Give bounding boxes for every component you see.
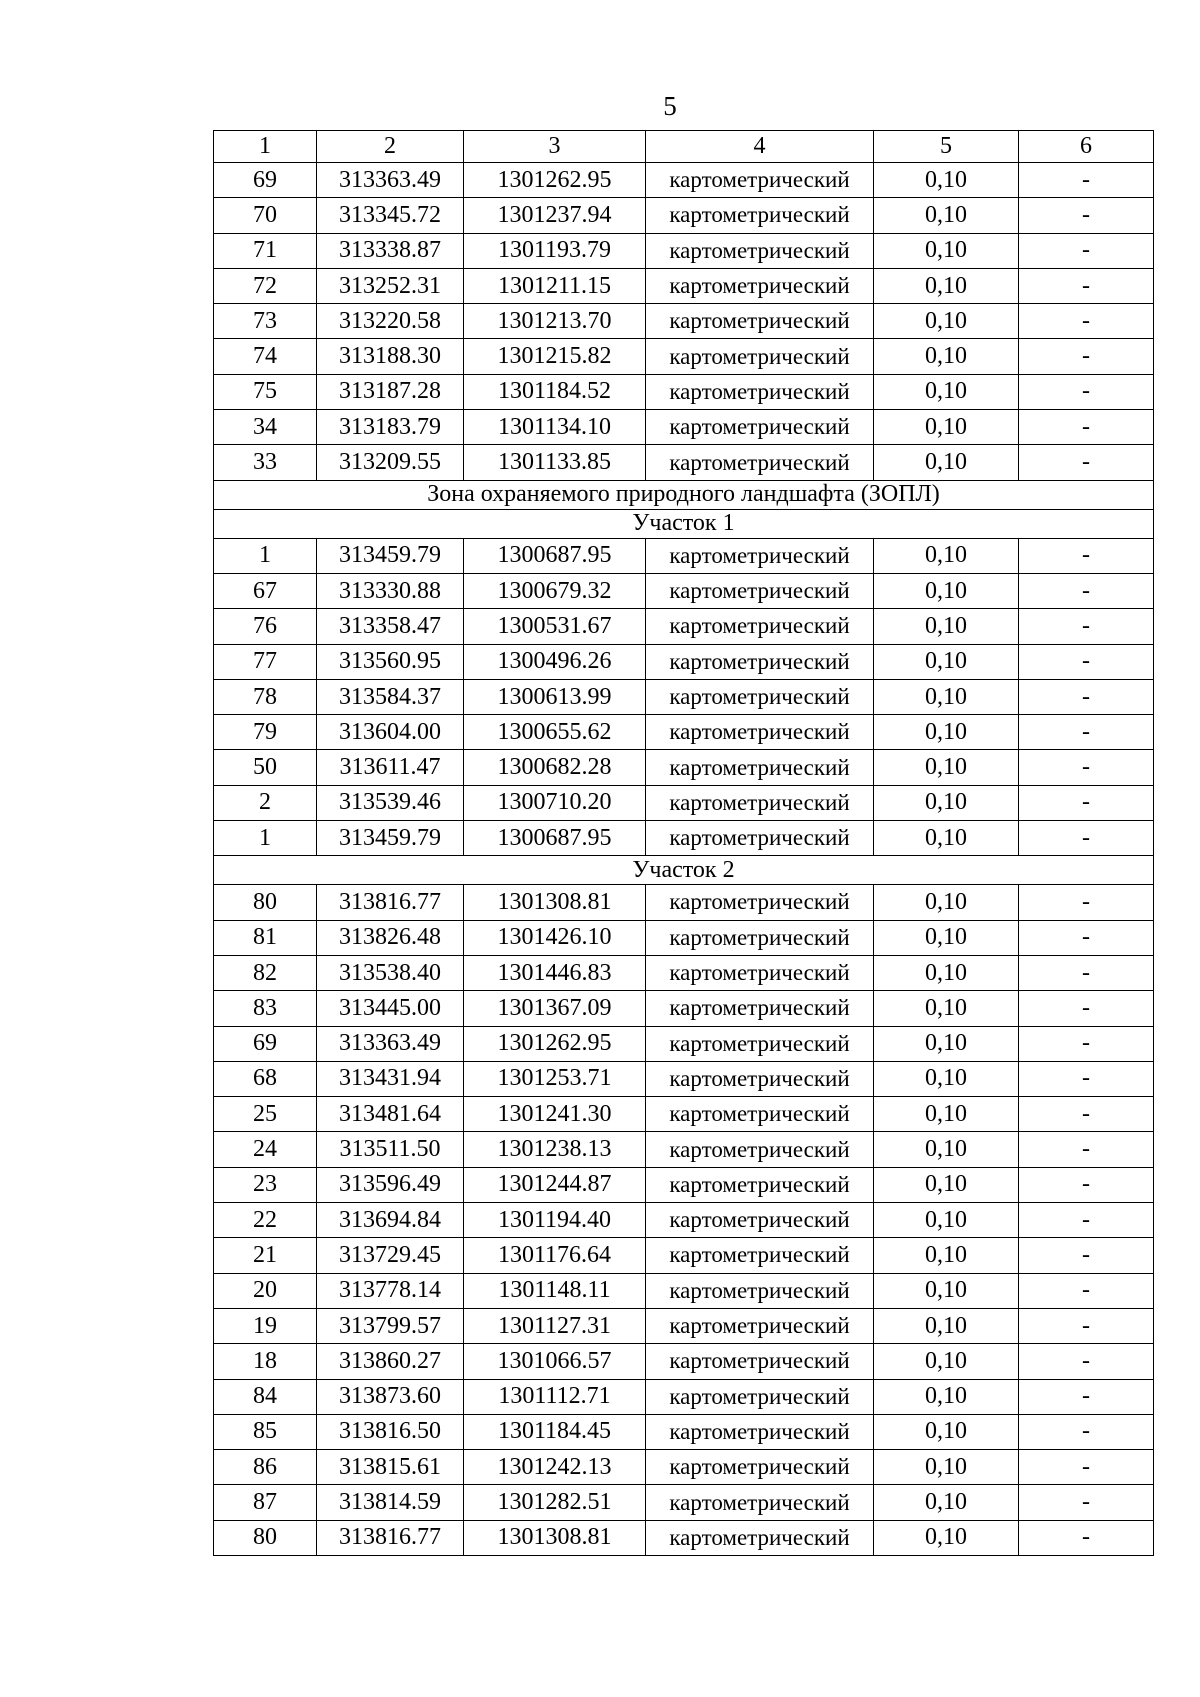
column-header-accuracy: 5: [874, 131, 1019, 163]
x-coordinate-cell: 313330.88: [317, 573, 464, 608]
table-row: [214, 1097, 1154, 1132]
point-number-cell: 18: [214, 1344, 317, 1379]
x-coordinate-cell: 313729.45: [317, 1238, 464, 1273]
method-cell: картометрический: [646, 163, 874, 198]
x-coordinate-cell: 313584.37: [317, 679, 464, 714]
accuracy-cell: 0,10: [874, 573, 1019, 608]
method-cell: картометрический: [646, 1167, 874, 1202]
x-coordinate-cell: 313560.95: [317, 644, 464, 679]
x-coordinate-cell: 313363.49: [317, 1026, 464, 1061]
y-coordinate-cell: 1300531.67: [464, 609, 646, 644]
description-cell: -: [1019, 679, 1154, 714]
table-row: [214, 1414, 1154, 1449]
method-cell: картометрический: [646, 920, 874, 955]
table-row: [214, 163, 1154, 198]
method-cell: картометрический: [646, 410, 874, 445]
description-cell: -: [1019, 304, 1154, 339]
y-coordinate-cell: 1301242.13: [464, 1450, 646, 1485]
description-cell: -: [1019, 715, 1154, 750]
description-cell: -: [1019, 1061, 1154, 1096]
description-cell: -: [1019, 445, 1154, 480]
accuracy-cell: 0,10: [874, 268, 1019, 303]
point-number-cell: 33: [214, 445, 317, 480]
accuracy-cell: 0,10: [874, 644, 1019, 679]
accuracy-cell: 0,10: [874, 538, 1019, 573]
point-number-cell: 81: [214, 920, 317, 955]
column-header-description: 6: [1019, 131, 1154, 163]
table-row: [214, 885, 1154, 920]
point-number-cell: 69: [214, 1026, 317, 1061]
table-row: [214, 1450, 1154, 1485]
accuracy-cell: 0,10: [874, 233, 1019, 268]
point-number-cell: 21: [214, 1238, 317, 1273]
description-cell: -: [1019, 1520, 1154, 1555]
y-coordinate-cell: 1301066.57: [464, 1344, 646, 1379]
accuracy-cell: 0,10: [874, 715, 1019, 750]
description-cell: -: [1019, 538, 1154, 573]
method-cell: картометрический: [646, 1026, 874, 1061]
point-number-cell: 80: [214, 1520, 317, 1555]
point-number-cell: 82: [214, 955, 317, 990]
accuracy-cell: 0,10: [874, 198, 1019, 233]
x-coordinate-cell: 313338.87: [317, 233, 464, 268]
description-cell: -: [1019, 374, 1154, 409]
section-title: Зона охраняемого природного ландшафта (ЗОПЛ): [214, 480, 1154, 509]
method-cell: картометрический: [646, 1379, 874, 1414]
x-coordinate-cell: 313860.27: [317, 1344, 464, 1379]
method-cell: картометрический: [646, 1203, 874, 1238]
method-cell: картометрический: [646, 233, 874, 268]
method-cell: картометрический: [646, 991, 874, 1026]
description-cell: -: [1019, 1450, 1154, 1485]
x-coordinate-cell: 313459.79: [317, 538, 464, 573]
section-header-row: [214, 509, 1154, 538]
accuracy-cell: 0,10: [874, 1238, 1019, 1273]
y-coordinate-cell: 1301193.79: [464, 233, 646, 268]
table-row: [214, 920, 1154, 955]
method-cell: картометрический: [646, 1520, 874, 1555]
description-cell: -: [1019, 1485, 1154, 1520]
table-row: [214, 445, 1154, 480]
point-number-cell: 77: [214, 644, 317, 679]
point-number-cell: 1: [214, 821, 317, 856]
y-coordinate-cell: 1300682.28: [464, 750, 646, 785]
y-coordinate-cell: 1301211.15: [464, 268, 646, 303]
y-coordinate-cell: 1301134.10: [464, 410, 646, 445]
y-coordinate-cell: 1301237.94: [464, 198, 646, 233]
x-coordinate-cell: 313873.60: [317, 1379, 464, 1414]
y-coordinate-cell: 1301253.71: [464, 1061, 646, 1096]
x-coordinate-cell: 313209.55: [317, 445, 464, 480]
description-cell: -: [1019, 1132, 1154, 1167]
point-number-cell: 70: [214, 198, 317, 233]
method-cell: картометрический: [646, 1238, 874, 1273]
x-coordinate-cell: 313220.58: [317, 304, 464, 339]
accuracy-cell: 0,10: [874, 1520, 1019, 1555]
point-number-cell: 76: [214, 609, 317, 644]
y-coordinate-cell: 1301133.85: [464, 445, 646, 480]
y-coordinate-cell: 1300710.20: [464, 785, 646, 820]
description-cell: -: [1019, 1414, 1154, 1449]
x-coordinate-cell: 313538.40: [317, 955, 464, 990]
accuracy-cell: 0,10: [874, 991, 1019, 1026]
accuracy-cell: 0,10: [874, 1485, 1019, 1520]
method-cell: картометрический: [646, 1273, 874, 1308]
accuracy-cell: 0,10: [874, 1344, 1019, 1379]
accuracy-cell: 0,10: [874, 410, 1019, 445]
table-row: [214, 1132, 1154, 1167]
y-coordinate-cell: 1301194.40: [464, 1203, 646, 1238]
point-number-cell: 34: [214, 410, 317, 445]
method-cell: картометрический: [646, 1485, 874, 1520]
x-coordinate-cell: 313611.47: [317, 750, 464, 785]
accuracy-cell: 0,10: [874, 1379, 1019, 1414]
method-cell: картометрический: [646, 1344, 874, 1379]
point-number-cell: 25: [214, 1097, 317, 1132]
y-coordinate-cell: 1301244.87: [464, 1167, 646, 1202]
page-number: 5: [663, 91, 677, 121]
point-number-cell: 71: [214, 233, 317, 268]
table-row: [214, 609, 1154, 644]
method-cell: картометрический: [646, 955, 874, 990]
method-cell: картометрический: [646, 445, 874, 480]
method-cell: картометрический: [646, 821, 874, 856]
x-coordinate-cell: 313445.00: [317, 991, 464, 1026]
method-cell: картометрический: [646, 374, 874, 409]
y-coordinate-cell: 1301176.64: [464, 1238, 646, 1273]
method-cell: картометрический: [646, 750, 874, 785]
accuracy-cell: 0,10: [874, 750, 1019, 785]
x-coordinate-cell: 313816.50: [317, 1414, 464, 1449]
section-header-row: [214, 480, 1154, 509]
description-cell: -: [1019, 1273, 1154, 1308]
accuracy-cell: 0,10: [874, 1308, 1019, 1343]
y-coordinate-cell: 1300687.95: [464, 538, 646, 573]
point-number-cell: 23: [214, 1167, 317, 1202]
description-cell: -: [1019, 1344, 1154, 1379]
column-header-x: 2: [317, 131, 464, 163]
table-row: [214, 374, 1154, 409]
point-number-cell: 1: [214, 538, 317, 573]
y-coordinate-cell: 1301184.52: [464, 374, 646, 409]
description-cell: -: [1019, 885, 1154, 920]
method-cell: картометрический: [646, 538, 874, 573]
y-coordinate-cell: 1301184.45: [464, 1414, 646, 1449]
column-header-y: 3: [464, 131, 646, 163]
table-row: [214, 1238, 1154, 1273]
x-coordinate-cell: 313604.00: [317, 715, 464, 750]
method-cell: картометрический: [646, 1132, 874, 1167]
point-number-cell: 85: [214, 1414, 317, 1449]
x-coordinate-cell: 313358.47: [317, 609, 464, 644]
y-coordinate-cell: 1301262.95: [464, 1026, 646, 1061]
description-cell: -: [1019, 1026, 1154, 1061]
table-row: [214, 304, 1154, 339]
accuracy-cell: 0,10: [874, 785, 1019, 820]
table-row: [214, 750, 1154, 785]
table-row: [214, 268, 1154, 303]
table-row: [214, 1203, 1154, 1238]
table-row: [214, 715, 1154, 750]
y-coordinate-cell: 1300679.32: [464, 573, 646, 608]
point-number-cell: 74: [214, 339, 317, 374]
x-coordinate-cell: 313511.50: [317, 1132, 464, 1167]
method-cell: картометрический: [646, 268, 874, 303]
description-cell: -: [1019, 233, 1154, 268]
accuracy-cell: 0,10: [874, 1414, 1019, 1449]
y-coordinate-cell: 1301148.11: [464, 1273, 646, 1308]
point-number-cell: 72: [214, 268, 317, 303]
point-number-cell: 75: [214, 374, 317, 409]
y-coordinate-cell: 1301127.31: [464, 1308, 646, 1343]
table-row: [214, 1520, 1154, 1555]
description-cell: -: [1019, 573, 1154, 608]
x-coordinate-cell: 313188.30: [317, 339, 464, 374]
point-number-cell: 86: [214, 1450, 317, 1485]
section-header-row: [214, 856, 1154, 885]
point-number-cell: 2: [214, 785, 317, 820]
description-cell: -: [1019, 410, 1154, 445]
description-cell: -: [1019, 1167, 1154, 1202]
method-cell: картометрический: [646, 1414, 874, 1449]
y-coordinate-cell: 1301282.51: [464, 1485, 646, 1520]
y-coordinate-cell: 1301308.81: [464, 1520, 646, 1555]
accuracy-cell: 0,10: [874, 1026, 1019, 1061]
y-coordinate-cell: 1301262.95: [464, 163, 646, 198]
x-coordinate-cell: 313596.49: [317, 1167, 464, 1202]
point-number-cell: 19: [214, 1308, 317, 1343]
point-number-cell: 67: [214, 573, 317, 608]
accuracy-cell: 0,10: [874, 1097, 1019, 1132]
description-cell: -: [1019, 1203, 1154, 1238]
point-number-cell: 68: [214, 1061, 317, 1096]
y-coordinate-cell: 1301446.83: [464, 955, 646, 990]
point-number-cell: 83: [214, 991, 317, 1026]
description-cell: -: [1019, 1097, 1154, 1132]
description-cell: -: [1019, 198, 1154, 233]
accuracy-cell: 0,10: [874, 1061, 1019, 1096]
accuracy-cell: 0,10: [874, 374, 1019, 409]
description-cell: -: [1019, 785, 1154, 820]
description-cell: -: [1019, 609, 1154, 644]
y-coordinate-cell: 1301308.81: [464, 885, 646, 920]
x-coordinate-cell: 313694.84: [317, 1203, 464, 1238]
method-cell: картометрический: [646, 885, 874, 920]
description-cell: -: [1019, 1379, 1154, 1414]
accuracy-cell: 0,10: [874, 1203, 1019, 1238]
y-coordinate-cell: 1300687.95: [464, 821, 646, 856]
accuracy-cell: 0,10: [874, 955, 1019, 990]
table-header-row: [214, 131, 1154, 163]
table-row: [214, 955, 1154, 990]
point-number-cell: 73: [214, 304, 317, 339]
x-coordinate-cell: 313187.28: [317, 374, 464, 409]
table-row: [214, 821, 1154, 856]
description-cell: -: [1019, 268, 1154, 303]
description-cell: -: [1019, 644, 1154, 679]
coordinates-table: [213, 130, 1154, 1556]
point-number-cell: 84: [214, 1379, 317, 1414]
y-coordinate-cell: 1301367.09: [464, 991, 646, 1026]
y-coordinate-cell: 1301215.82: [464, 339, 646, 374]
table-row: [214, 1273, 1154, 1308]
accuracy-cell: 0,10: [874, 679, 1019, 714]
point-number-cell: 78: [214, 679, 317, 714]
y-coordinate-cell: 1300496.26: [464, 644, 646, 679]
table-row: [214, 573, 1154, 608]
description-cell: -: [1019, 1238, 1154, 1273]
description-cell: -: [1019, 339, 1154, 374]
table-body: [214, 163, 1154, 1556]
x-coordinate-cell: 313816.77: [317, 1520, 464, 1555]
description-cell: -: [1019, 163, 1154, 198]
table-row: [214, 991, 1154, 1026]
table-row: [214, 410, 1154, 445]
table-row: [214, 1308, 1154, 1343]
method-cell: картометрический: [646, 1061, 874, 1096]
table-row: [214, 1379, 1154, 1414]
y-coordinate-cell: 1301238.13: [464, 1132, 646, 1167]
description-cell: -: [1019, 1308, 1154, 1343]
table-row: [214, 233, 1154, 268]
accuracy-cell: 0,10: [874, 1273, 1019, 1308]
y-coordinate-cell: 1301426.10: [464, 920, 646, 955]
method-cell: картометрический: [646, 198, 874, 233]
method-cell: картометрический: [646, 609, 874, 644]
description-cell: -: [1019, 991, 1154, 1026]
table-row: [214, 1167, 1154, 1202]
accuracy-cell: 0,10: [874, 445, 1019, 480]
point-number-cell: 20: [214, 1273, 317, 1308]
method-cell: картометрический: [646, 1450, 874, 1485]
accuracy-cell: 0,10: [874, 1450, 1019, 1485]
x-coordinate-cell: 313481.64: [317, 1097, 464, 1132]
accuracy-cell: 0,10: [874, 339, 1019, 374]
x-coordinate-cell: 313252.31: [317, 268, 464, 303]
method-cell: картометрический: [646, 1308, 874, 1343]
point-number-cell: 80: [214, 885, 317, 920]
table-row: [214, 1485, 1154, 1520]
accuracy-cell: 0,10: [874, 304, 1019, 339]
y-coordinate-cell: 1300613.99: [464, 679, 646, 714]
section-title: Участок 2: [214, 856, 1154, 885]
x-coordinate-cell: 313345.72: [317, 198, 464, 233]
table-row: [214, 1344, 1154, 1379]
x-coordinate-cell: 313816.77: [317, 885, 464, 920]
x-coordinate-cell: 313778.14: [317, 1273, 464, 1308]
point-number-cell: 22: [214, 1203, 317, 1238]
accuracy-cell: 0,10: [874, 821, 1019, 856]
point-number-cell: 69: [214, 163, 317, 198]
table-row: [214, 198, 1154, 233]
method-cell: картометрический: [646, 715, 874, 750]
column-header-method: 4: [646, 131, 874, 163]
table-row: [214, 1026, 1154, 1061]
method-cell: картометрический: [646, 573, 874, 608]
y-coordinate-cell: 1301213.70: [464, 304, 646, 339]
x-coordinate-cell: 313431.94: [317, 1061, 464, 1096]
y-coordinate-cell: 1301241.30: [464, 1097, 646, 1132]
accuracy-cell: 0,10: [874, 885, 1019, 920]
method-cell: картометрический: [646, 339, 874, 374]
method-cell: картометрический: [646, 644, 874, 679]
x-coordinate-cell: 313363.49: [317, 163, 464, 198]
accuracy-cell: 0,10: [874, 920, 1019, 955]
table-row: [214, 679, 1154, 714]
x-coordinate-cell: 313826.48: [317, 920, 464, 955]
accuracy-cell: 0,10: [874, 1132, 1019, 1167]
method-cell: картометрический: [646, 304, 874, 339]
method-cell: картометрический: [646, 1097, 874, 1132]
method-cell: картометрический: [646, 785, 874, 820]
column-header-point-number: 1: [214, 131, 317, 163]
description-cell: -: [1019, 821, 1154, 856]
method-cell: картометрический: [646, 679, 874, 714]
y-coordinate-cell: 1300655.62: [464, 715, 646, 750]
table-row: [214, 644, 1154, 679]
table-row: [214, 785, 1154, 820]
accuracy-cell: 0,10: [874, 163, 1019, 198]
accuracy-cell: 0,10: [874, 609, 1019, 644]
x-coordinate-cell: 313815.61: [317, 1450, 464, 1485]
x-coordinate-cell: 313814.59: [317, 1485, 464, 1520]
description-cell: -: [1019, 920, 1154, 955]
point-number-cell: 50: [214, 750, 317, 785]
description-cell: -: [1019, 750, 1154, 785]
x-coordinate-cell: 313183.79: [317, 410, 464, 445]
table-row: [214, 538, 1154, 573]
table-row: [214, 339, 1154, 374]
x-coordinate-cell: 313459.79: [317, 821, 464, 856]
table-row: [214, 1061, 1154, 1096]
x-coordinate-cell: 313539.46: [317, 785, 464, 820]
y-coordinate-cell: 1301112.71: [464, 1379, 646, 1414]
x-coordinate-cell: 313799.57: [317, 1308, 464, 1343]
section-title: Участок 1: [214, 509, 1154, 538]
point-number-cell: 79: [214, 715, 317, 750]
point-number-cell: 24: [214, 1132, 317, 1167]
point-number-cell: 87: [214, 1485, 317, 1520]
accuracy-cell: 0,10: [874, 1167, 1019, 1202]
description-cell: -: [1019, 955, 1154, 990]
